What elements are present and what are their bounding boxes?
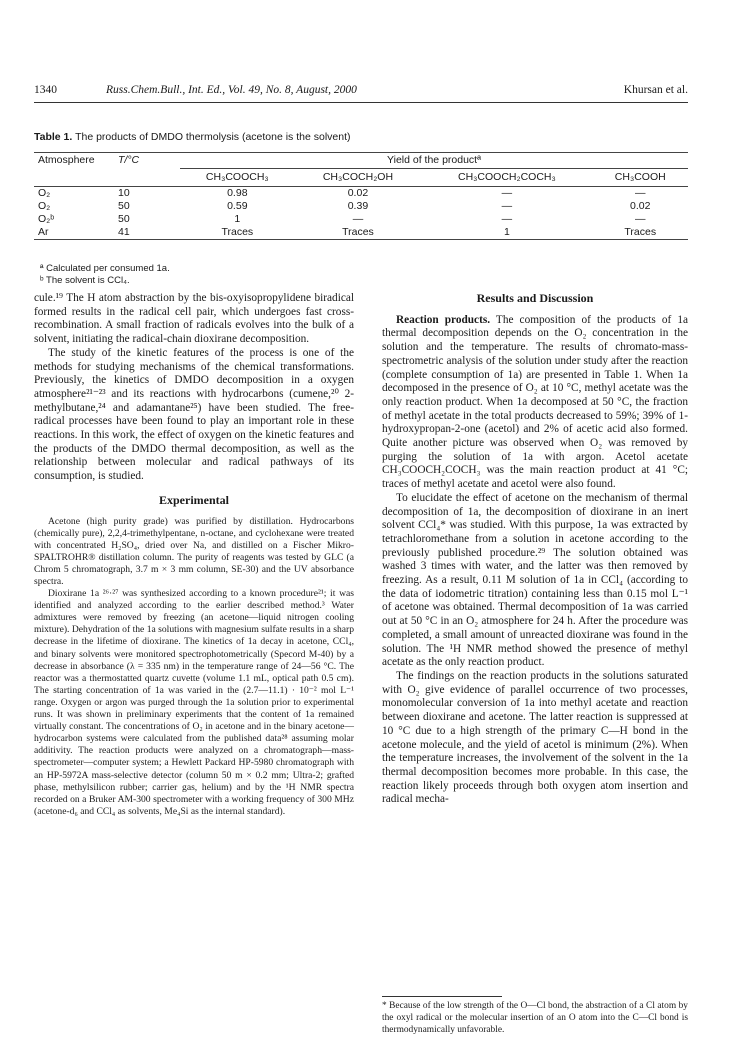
page-footnote: * Because of the low strength of the O—Cl bond, the abstraction of a Cl atom by the oxyl radical or the molecular insertion of an O atom into the C—Cl bond is thermodynamically unfavorable.: [382, 1001, 688, 1035]
page-number: 1340: [34, 84, 57, 96]
cell-atmosphere: O₂: [38, 200, 51, 212]
cell-yield: 0.59: [227, 200, 248, 212]
table-row: [34, 226, 688, 240]
journal-citation: Russ.Chem.Bull., Int. Ed., Vol. 49, No. 8, August, 2000: [106, 84, 357, 96]
run-in-heading: Reaction products.: [396, 313, 491, 326]
running-header: [34, 84, 688, 102]
cell-yield: 0.02: [630, 200, 651, 212]
cell-temperature: 41: [114, 226, 180, 240]
right-column: [382, 292, 688, 807]
table-caption: [34, 131, 351, 143]
table-row: [34, 187, 688, 201]
table-label: Table 1.: [34, 131, 73, 143]
body-paragraph: Dioxirane 1a ²⁶·²⁷ was synthesized according to a known procedure²¹; it was identified and analyzed according to the earlier described method.³ Water admixtures were removed by freezing (an acetone—liquid nitrogen cooling mixture). Dehydration of the 1a solutions with magnesium sulfate results in a sharp decrease in the lifetime of dioxirane. The kinetics of 1a decay in acetone, CCl₄, and binary solvents were monitored spectrophotometrically (Specord M-40) by a decrease in absorbance (λ = 335 nm) in the temperature range of 24—56 °C. The reactor was a thermostatted quartz cuvette (volume 1.1 mL, optical path 0.5 cm). The starting concentration of 1a was varied in the (2.7—11.1) · 10⁻² mol L⁻¹ range. Oxygen or argon was purged through the 1a solution prior to experimental runs. It was shown in preliminary experiments that the content of 1a remained virtually constant. The concentrations of O₂ in acetone and in the binary acetone—hydrocarbon systems were calculated from the published data²⁸ assuming molar additivity. The reaction products were analyzed on a chromatograph—mass-spectrometer—computer system; a Hewlett Packard HP-5980 chromatograph with an HP-5972A mass-selective detector (column 50 m × 0.2 mm; Ultra-2; grafted phase, methylsilicon rubber; carrier gas, helium) and by the ¹H NMR spectra recorded on a Bruker AM-300 spectrometer with a working frequency of 300 MHz (acetone-d₆ and CCl₄ as solvents, Me₄Si as the internal standard).: [34, 588, 354, 817]
body-paragraph: [382, 314, 688, 492]
cell-yield: —: [352, 213, 364, 225]
section-heading-experimental: Experimental: [159, 492, 229, 507]
cell-yield: 0.98: [227, 187, 248, 199]
left-column: [34, 292, 354, 818]
body-paragraph: To elucidate the effect of acetone on the mechanism of thermal decomposition of 1a, the decomposition of dioxirane in an inert solvent CCl₄* was studied. With this purpose, 1a was extracted by tetrachloromethane from a solution in acetone according to the previously published procedure.²⁹ The solution obtained was washed 3 times with water, and the latter was then removed by freezing. As a result, 0.11 M solution of 1a in CCl₄ (according to the data of iodometric titration) containing less than 0.15 mol L⁻¹ of acetone was obtained. Thermal decomposition of 1a was carried out at 50 °C in an O₂ atmosphere for 24 h. After the procedure was completed, a small amount of unreacted dioxirane was found in the solution. The ¹H NMR method showed the presence of methyl acetate as the only reaction product.: [382, 491, 688, 669]
cell-temperature: 50: [118, 213, 130, 225]
col-atmosphere: Atmosphere: [34, 153, 114, 169]
table-row: [34, 200, 688, 213]
cell-yield: 0.02: [347, 187, 369, 199]
paragraph-text: The composition of the products of 1a thermal decomposition depends on the O₂ concentration in the solution and the temperature. The results of chromato-mass-spectrometric analysis of the solution under study after the reaction (complete consumption of 1a) are presented in Table 1. When 1a decomposed in the presence of O₂ at 10 °C, methyl acetate was the only reaction product. When 1a decomposed at 50 °C, the fraction of methyl acetate in the total products decreased to 59%; 39% of 1-hydroxypropan-2-one (acetol) and 2% of acetic acid also formed. Quite another picture was observed when O₂ was removed by purging the solution of 1a with argon. Acetol acetate CH₃COOCH₂COCH₃ was the main reaction product at 41 °C; traces of methyl acetate and acetol were also found.: [382, 313, 688, 491]
cell-yield: —: [635, 213, 646, 225]
table-footnote-a: ª Calculated per consumed 1a.: [40, 263, 170, 274]
footnote-rule: [382, 996, 502, 997]
cell-yield: —: [501, 187, 513, 199]
table-footnote-b: ᵇ The solvent is CCl₄.: [40, 275, 130, 286]
col-yield: Yield of the productª: [180, 153, 688, 169]
table-row: [34, 213, 688, 226]
table-caption-text: The products of DMDO thermolysis (acetone is the solvent): [75, 131, 351, 143]
cell-yield: 0.39: [347, 200, 369, 212]
body-paragraph: Acetone (high purity grade) was purified by distillation. Hydrocarbons (chemically pure), 2,2,4-trimethylpentane, n-octane, and cyclohexane were treated with concentrated H₂SO₄, dried over Na, and distilled on a Fischer Mikro-SPALTROHR® distillation column. The purity of reagents was tested by GLC (a Chrom 5 chromatograph, 3.7 m × 3 mm column, SE-30) and the UV absorbance spectra.: [34, 515, 354, 588]
body-paragraph: The findings on the reaction products in the solutions saturated with O₂ give evidence of parallel occurrence of two processes, monomolecular conversion of 1a into methyl acetate and reaction between dioxirane and acetone. The latter reaction is suppressed at 10 °C due to a high strength of the primary C—H bond in the acetone molecule, and the yield of acetol is minimum (2%). When the temperature increases, the involvement of the solvent in the 1a thermal decomposition becomes more probable. In this case, the reaction likely proceeds through both oxygen atom insertion and radical mecha-: [382, 669, 688, 806]
product-header: CH₃COOCH₃: [180, 169, 295, 187]
cell-yield: Traces: [180, 226, 295, 240]
product-header: CH₃COCH₂OH: [295, 169, 422, 187]
section-heading-results: Results and Discussion: [476, 291, 594, 305]
col-temperature: T/°C: [114, 153, 180, 169]
cell-yield: Traces: [593, 226, 688, 240]
cell-yield: Traces: [295, 226, 422, 240]
cell-atmosphere: O₂ᵇ: [38, 213, 55, 225]
cell-temperature: 10: [118, 187, 130, 199]
cell-yield: —: [501, 200, 513, 212]
header-rule: [34, 102, 688, 103]
cell-atmosphere: O₂: [38, 187, 51, 199]
cell-atmosphere: Ar: [34, 226, 114, 240]
cell-yield: 1: [234, 213, 241, 225]
cell-yield: —: [501, 213, 513, 225]
cell-temperature: 50: [118, 200, 130, 212]
running-authors: Khursan et al.: [623, 84, 688, 96]
product-header: CH₃COOCH₂COCH₃: [421, 169, 592, 187]
product-header: CH₃COOH: [593, 169, 688, 187]
cell-yield: —: [635, 187, 646, 199]
body-paragraph: cule.¹⁹ The H atom abstraction by the bis-oxyisopropylidene biradical formed results in the radical cell pair, which undergoes fast cross-recombination. A small fraction of radicals evolves into the bulk of a solvent, initiating the radical-chain dioxirane decomposition.: [34, 292, 354, 346]
cell-yield: 1: [421, 226, 592, 240]
body-paragraph: The study of the kinetic features of the process is one of the methods for studying mechanisms of the chemical transformations. Previously, the kinetics of DMDO decomposition in a oxygen atmosphere²¹⁻²³ and its reactions with hydrocarbons (cumene,²⁰ 2-methylbutane,²⁴ and adamantane²⁵) have been studied. The free-radical processes have been found to play an important role in these reactions. In this work, the effect of oxygen on the kinetic features and the products of the DMDO thermal decomposition, as well as the relationship between molecular and radical pathways of its consumption, is studied.: [34, 346, 354, 483]
products-table: [34, 152, 688, 240]
